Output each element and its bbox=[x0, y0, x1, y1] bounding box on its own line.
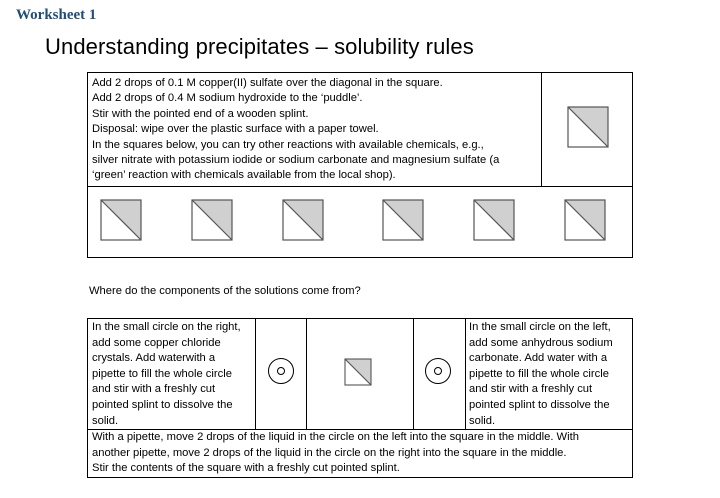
page-title: Understanding precipitates – solubility rules bbox=[45, 34, 474, 59]
instruction-line: Stir with the pointed end of a wooden splint. bbox=[92, 107, 309, 120]
column-divider bbox=[255, 319, 256, 429]
instruction-line: Add 2 drops of 0.1 M copper(II) sulfate over the diagonal in the square. bbox=[92, 77, 443, 89]
left-circle-icon bbox=[268, 358, 294, 384]
instruction-line: In the squares below, you can try other reactions with available chemicals, e.g., bbox=[92, 138, 484, 151]
right-circle-icon bbox=[425, 358, 451, 384]
right-instruction-cell: In the small circle on the left, add some anhydrous sodium carbonate. Add water with a pipette to fill the whole circle and stir with a freshly cut pointed splint to dissolve the solid. bbox=[469, 321, 613, 427]
reaction-square-icon bbox=[382, 199, 424, 241]
middle-square-icon bbox=[344, 358, 372, 386]
reaction-square-icon bbox=[473, 199, 515, 241]
left-instruction-cell: In the small circle on the right, add some copper chloride crystals. Add waterwith a pipette to fill the whole circle and stir with a freshly cut pointed splint to dissolve the solid. bbox=[92, 321, 241, 427]
reaction-square-icon bbox=[564, 199, 606, 241]
column-divider bbox=[541, 73, 542, 186]
example-square-icon bbox=[567, 106, 609, 148]
instruction-line: Add 2 drops of 0.4 M sodium hydroxide to the ‘puddle’. bbox=[92, 92, 363, 105]
instruction-line: silver nitrate with potassium iodide or sodium carbonate and magnesium sulfate (a bbox=[92, 154, 500, 167]
components-table bbox=[87, 318, 633, 478]
column-divider bbox=[413, 319, 414, 429]
instructions-text bbox=[92, 76, 540, 184]
transfer-instructions: With a pipette, move 2 drops of the liquid in the circle on the left into the square in the middle. With another pipette, move 2 drops of the liquid in the circle on the right into the square in the middle. Stir the contents of the square with a freshly cut pointed splint. bbox=[92, 431, 579, 475]
row-divider bbox=[88, 186, 632, 187]
components-question: Where do the components of the solutions come from? bbox=[89, 285, 361, 297]
worksheet-label: Worksheet 1 bbox=[16, 7, 97, 23]
column-divider bbox=[465, 319, 466, 429]
instruction-line: Disposal: wipe over the plastic surface with a paper towel. bbox=[92, 123, 379, 136]
reaction-square-icon bbox=[282, 199, 324, 241]
instructions-table bbox=[87, 72, 633, 258]
reaction-square-icon bbox=[191, 199, 233, 241]
column-divider bbox=[306, 319, 307, 429]
reaction-square-icon bbox=[100, 199, 142, 241]
instruction-line: ‘green’ reaction with chemicals available from the local shop). bbox=[92, 169, 396, 182]
